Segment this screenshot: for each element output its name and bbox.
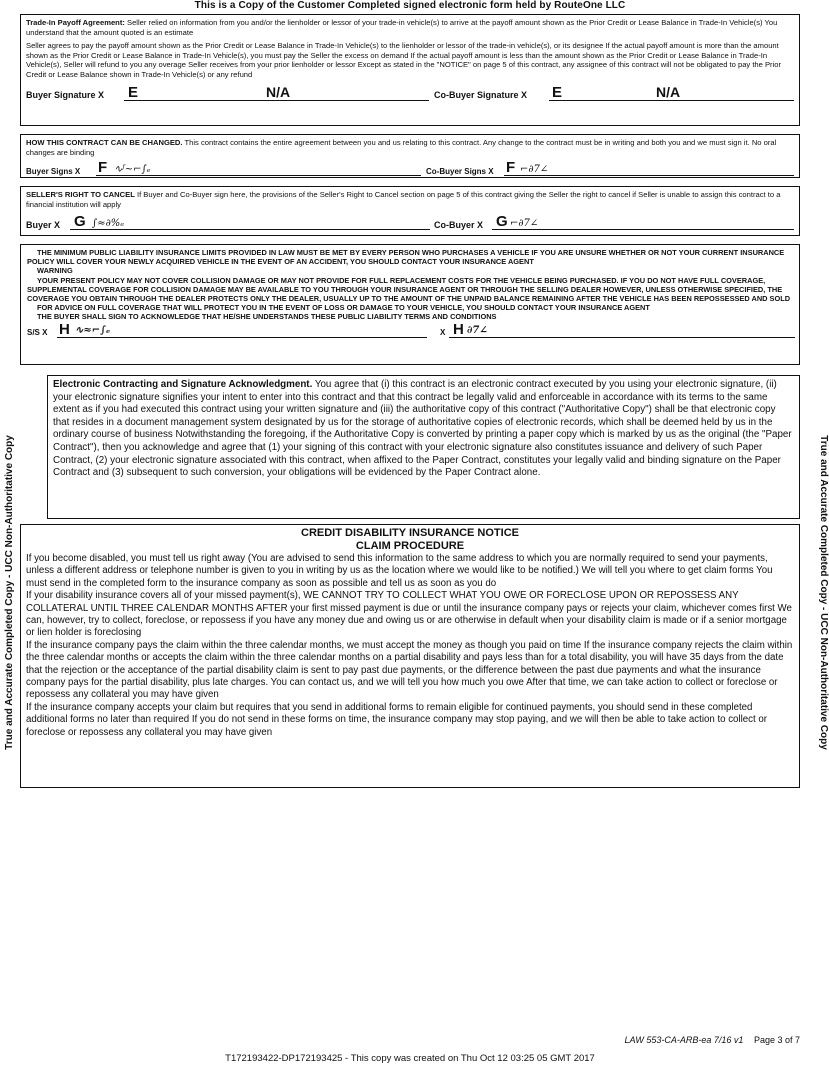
side-label-left: True and Accurate Completed Copy - UCC Non-Authoritative Copy: [4, 435, 15, 750]
insurance-ss-mark: H: [59, 320, 70, 338]
insurance-para4: THE BUYER SHALL SIGN TO ACKNOWLEDGE THAT HE/SHE UNDERSTANDS THESE PUBLIC LIABILITY TERMS AND CONDITIONS: [37, 312, 497, 322]
tradein-buyer-mark: E: [128, 83, 139, 101]
cancel-signature-row: [26, 213, 794, 231]
insurance-ss-label: S/S X: [27, 328, 48, 338]
side-label-right: True and Accurate Completed Copy - UCC Non-Authoritative Copy: [818, 435, 829, 750]
cancel-buyer-signature-icon: ∫≈∂%ₑ: [92, 217, 125, 229]
credit-disability-section: [20, 524, 800, 788]
tradein-buyer-value: N/A: [266, 83, 291, 100]
insurance-warning: WARNING: [37, 266, 73, 276]
insurance-ss-line[interactable]: [57, 320, 427, 338]
cancel-cobuyer-mark: G: [496, 213, 508, 231]
page-number: Page 3 of 7: [753, 1035, 800, 1045]
cancel-buyer-mark: G: [74, 213, 86, 231]
footer-copy-line: T172193422-DP172193425 - This copy was created on Thu Oct 12 03:25 05 GMT 2017: [225, 1053, 595, 1064]
footer-form-id: [625, 1035, 800, 1045]
cancel-cobuyer-signature-icon: ⌐∂7∠: [510, 217, 539, 229]
tradein-cobuyer-value: N/A: [656, 83, 681, 100]
credit-para1: If you become disabled, you must tell us right away (You are advised to send this information to the same address to which you are normally required to send your payments, unless a different address or telephone number is given to you in writing by us as the location where we would like to be notified.) We will tell you where to get claim forms You must send in the completed form to the insurance company as soon as possible and tell us as soon as you do: [26, 553, 773, 589]
cancel-section: [20, 186, 800, 236]
electronic-section: [47, 375, 800, 519]
page-header: This is a Copy of the Customer Completed signed electronic form held by RouteOne LLC: [194, 0, 626, 11]
cancel-heading: SELLER'S RIGHT TO CANCEL: [26, 190, 135, 199]
how-change-buyer-signature-icon: ∿ᶠ~⌐∫ₑ: [114, 163, 151, 175]
how-change-section: [20, 134, 800, 178]
cancel-buyer-label: Buyer X: [26, 219, 61, 230]
how-change-cobuyer-mark: F: [506, 159, 516, 177]
insurance-ss-signature-icon: ∿≈⌐∫ₑ: [75, 325, 111, 337]
cancel-text: If Buyer and Co-Buyer sign here, the provisions of the Seller's Right to Cancel section on page 5 of this contract giving the Seller the right to cancel if Seller is unable to assign this contract to a financial institution will apply: [26, 190, 781, 209]
how-change-text: This contract contains the entire agreement between you and us relating to this contract. Any change to the contract must be in writing and both you and we must sign it. No oral changes are binding: [26, 138, 777, 157]
insurance-x-line[interactable]: [449, 320, 795, 338]
how-change-cobuyer-signature-icon: ⌐∂7∠: [520, 163, 549, 175]
insurance-section: [20, 244, 800, 365]
how-change-buyer-mark: F: [98, 159, 108, 177]
cancel-cobuyer-label: Co-Buyer X: [434, 219, 484, 230]
insurance-para2: YOUR PRESENT POLICY MAY NOT COVER COLLISION DAMAGE OR MAY NOT PROVIDE FOR FULL REPLACEMENT COSTS FOR THE VEHICLE BEING PURCHASED. IF YOU DO NOT HAVE FULL COVERAGE, SUPPLEMENTAL COVERAGE FOR COLLISION DAMAGE MAY BE AVAILABLE TO YOU THROUGH YOUR INSURANCE AGENT OR THROUGH THE SELLING DEALER HOWEVER, UNLESS OTHERWISE SPECIFIED, THE COVERAGE YOU OBTAIN THROUGH THE DEALER PROTECTS ONLY THE DEALER, USUALLY UP TO THE AMOUNT OF THE UNPAID BALANCE REMAINING AFTER THE VEHICLE HAS BEEN REPOSSESSED AND SOLD: [27, 275, 791, 304]
how-change-signature-row: [26, 159, 794, 177]
how-change-heading: HOW THIS CONTRACT CAN BE CHANGED.: [26, 138, 183, 147]
credit-title: CREDIT DISABILITY INSURANCE NOTICE: [301, 527, 519, 539]
credit-para3: If the insurance company pays the claim within the three calendar months, we must accept the money as though you paid on time If the insurance company rejects the claim within the three calendar months or accepts the claim within the three calendar months on a partial disability and pays less than for a total disability, you will have 35 days from the date that the rejection or the acceptance of the partial disability claim is sent to pay past due payments, or the difference between the past due payments and what the insurance company pays for the partial disability, plus late charges. You can contact us, and we will tell you how much you owe After that time, we can take action to collect or foreclose or repossess any collateral you may have given: [26, 639, 793, 701]
tradein-signature-row: [26, 84, 794, 102]
insurance-para1: THE MINIMUM PUBLIC LIABILITY INSURANCE LIMITS PROVIDED IN LAW MUST BE MET BY EVERY PERSON WHO PURCHASES A VEHICLE IF YOU ARE UNSURE WHETHER OR NOT YOUR CURRENT INSURANCE POLICY WILL COVER YOUR NEWLY ACQUIRED VEHICLE IN THE EVENT OF AN ACCIDENT, YOU SHOULD CONTACT YOUR INSURANCE AGENT: [27, 248, 785, 267]
credit-para2: If your disability insurance covers all of your missed payment(s), WE CANNOT TRY TO COLLECT WHAT YOU OWE OR FORECLOSE UPON OR REPOSSESS ANY COLLATERAL UNTIL THREE CALENDAR MONTHS AFTER your first missed payment is due or until the insurance company pays or rejects your claim, whichever comes first We can, however, try to collect, foreclose, or repossess if you have any money due and owing us or are otherwise in default when your disability claim is made or if a senior mortgage or lien holder is foreclosing: [26, 590, 792, 639]
tradein-section: [20, 14, 800, 126]
tradein-cobuyer-mark: E: [552, 83, 563, 101]
insurance-para3: FOR ADVICE ON FULL COVERAGE THAT WILL PROTECT YOU IN THE EVENT OF LOSS OR DAMAGE TO YOUR VEHICLE, YOU SHOULD CONTACT YOUR INSURANCE AGENT: [37, 303, 650, 313]
credit-para4: If the insurance company accepts your claim but requires that you send in additional forms to remain eligible for continued payments, you should send in these completed additional forms no later than required If you do not send in these forms on time, the insurance company may stop paying, and we will then be able to take action to collect or foreclose or repossess any collateral you may have given: [26, 701, 767, 738]
electronic-heading: Electronic Contracting and Signature Acknowledgment.: [53, 379, 313, 390]
form-id: LAW 553-CA-ARB-ea 7/16 v1: [624, 1035, 744, 1045]
electronic-text: You agree that (i) this contract is an electronic contract executed by you using your electronic signature, (ii) your electronic signature signifies your intent to enter into this contract and that this contract be legally valid and enforceable in accordance with its terms to the same extent as if you had executed this contract using your written signature and (iii) the authoritative copy of this contract ("Authoritative Copy") shall be that electronic copy that resides in a document management system designated by us for the storage of authoritative copies of electronic records, which shall be deemed held by us in the ordinary course of business Notwithstanding the foregoing, if the Authoritative Copy is converted by printing a paper copy which is marked by us as the original (the "Paper Contract"), then you acknowledge and agree that (1) your signing of this contract with your electronic signature also constitutes issuance and delivery of such Paper Contract, (2) your electronic signature associated with this contract, when affixed to the Paper Contract, constitutes your legally valid and binding signature on the Paper Contract and (3) subsequent to such conversion, your obligations will be evidenced by the Paper Contract alone.: [53, 379, 792, 479]
insurance-x-label: X: [440, 328, 446, 338]
tradein-para1: Seller relied on information from you and/or the lienholder or lessor of your trade-in vehicle(s) to arrive at the payoff amount shown as the Prior Credit or Lease Balance in Trade-In Vehicle(s) You understand that the amount quoted is an estimate: [26, 18, 778, 37]
insurance-x-mark: H: [453, 320, 464, 338]
how-change-buyer-label: Buyer Signs X: [26, 166, 81, 176]
tradein-para2: Seller agrees to pay the payoff amount shown as the Prior Credit or Lease Balance in Trade-In Vehicle(s) to the lienholder or lessor of the trade-in vehicle(s), or its designee If the actual payoff amount is more than the amount shown as the Prior Credit or Lease Balance in Trade-In Vehicle(s), you must pay the Seller the excess on demand If the actual payoff amount is less than the amount shown as the Prior Credit or Lease Balance in Trade-In Vehicle(s), Seller will refund to you any overage Seller receives from your prior lienholder or lessor Except as stated in the "NOTICE" on page 5 of this contract, any assignee of this contract will not be obligated to pay the Prior Credit or Lease Balance shown in Trade-In Vehicle(s) or any refund: [26, 41, 782, 79]
insurance-signature-row: [27, 320, 793, 339]
tradein-buyer-label: Buyer Signature X: [26, 89, 105, 100]
how-change-cobuyer-label: Co-Buyer Signs X: [426, 166, 494, 176]
tradein-cobuyer-label: Co-Buyer Signature X: [434, 89, 528, 100]
credit-subtitle: CLAIM PROCEDURE: [355, 540, 465, 552]
insurance-x-signature-icon: ∂7∠: [467, 325, 488, 337]
tradein-heading: Trade-In Payoff Agreement:: [26, 18, 125, 27]
